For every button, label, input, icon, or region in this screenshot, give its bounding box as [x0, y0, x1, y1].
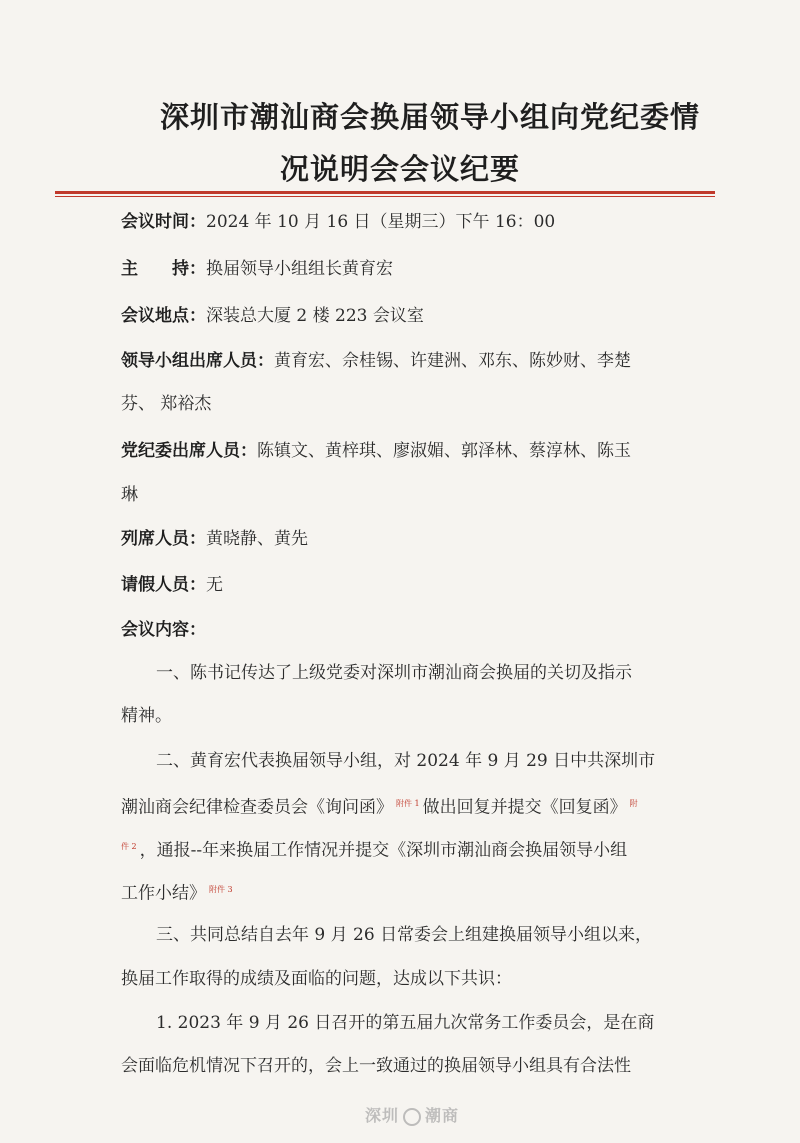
place-value: 深装总大厦 2 楼 223 会议室 [206, 306, 424, 326]
host-value: 换届领导小组组长黄育宏 [206, 259, 393, 279]
committee-label: 党纪委出席人员： [121, 441, 257, 461]
red-divider-thin [55, 196, 715, 197]
leaders-value: 黄育宏、佘桂锡、许建洲、邓东、陈妙财、李楚 [274, 351, 631, 371]
observers-value: 黄晓静、黄先 [206, 529, 308, 549]
paragraph-2-text-b: 做出回复并提交《回复函》 [422, 797, 627, 818]
content-heading: 会议内容： [121, 620, 206, 640]
document-title-line-1: 深圳市潮汕商会换届领导小组向党纪委情 [159, 100, 700, 134]
paragraph-2-line-3 [121, 836, 627, 862]
paragraph-1-line-2: 精神。 [121, 706, 172, 726]
committee-value: 陈镇文、黄梓琪、廖淑媚、郭泽林、蔡淳林、陈玉 [257, 441, 631, 461]
meeting-time-label: 会议时间： [121, 212, 206, 232]
attachment-3-ref: 附件 3 [209, 885, 233, 894]
paragraph-1-line-1: 一、陈书记传达了上级党委对深圳市潮汕商会换届的关切及指示 [156, 663, 632, 683]
paragraph-2-text-c: ，通报--年来换届工作情况并提交《深圳市潮汕商会换届领导小组 [139, 840, 628, 861]
paragraph-2-text-d: 工作小结》 [121, 883, 206, 904]
observers-row [121, 528, 308, 550]
paragraph-2-text-a: 潮汕商会纪律检查委员会《询问函》 [121, 797, 393, 818]
leaders-row-continued: 芬、 郑裕杰 [121, 394, 212, 414]
place-label: 会议地点： [121, 306, 206, 326]
host-row [121, 258, 393, 280]
leaders-row [121, 350, 631, 372]
paragraph-3-line-2: 换届工作取得的成绩及面临的问题，达成以下共识： [121, 969, 512, 989]
committee-row [121, 440, 631, 462]
attachment-2-ref: 件 2 [121, 842, 137, 851]
paragraph-4-line-2: 会面临危机情况下召开的，会上一致通过的换届领导小组具有合法性 [121, 1056, 631, 1076]
meeting-time-row [121, 211, 555, 233]
watermark [365, 1103, 459, 1126]
committee-row-continued: 琳 [121, 485, 138, 505]
leave-label: 请假人员： [121, 575, 206, 595]
paragraph-2-line-1: 二、黄育宏代表换届领导小组，对 2024 年 9 月 29 日中共深圳市 [156, 751, 656, 771]
attachment-2-ref-part: 附 [629, 799, 638, 808]
leave-value: 无 [206, 575, 223, 595]
meeting-time-value: 2024 年 10 月 16 日（星期三）下午 16：00 [206, 212, 556, 232]
document-title-line-2: 况说明会会议纪要 [279, 152, 520, 186]
leaders-label: 领导小组出席人员： [121, 351, 274, 371]
observers-label: 列席人员： [121, 529, 206, 549]
paragraph-4-line-1: 1. 2023 年 9 月 26 日召开的第五届九次常务工作委员会，是在商 [156, 1013, 655, 1033]
paragraph-3-line-1: 三、共同总结自去年 9 月 26 日常委会上组建换届领导小组以来， [156, 925, 653, 945]
attachment-1-ref: 附件 1 [396, 799, 420, 808]
watermark-logo-icon [403, 1108, 421, 1126]
place-row [121, 305, 424, 327]
red-divider-thick [55, 191, 715, 194]
paragraph-2-line-4 [121, 879, 236, 905]
host-label: 主 持： [121, 259, 206, 279]
watermark-left: 深圳 [365, 1106, 400, 1125]
watermark-right: 潮商 [425, 1106, 460, 1125]
leave-row [121, 574, 223, 596]
paragraph-2-line-2 [121, 793, 641, 819]
